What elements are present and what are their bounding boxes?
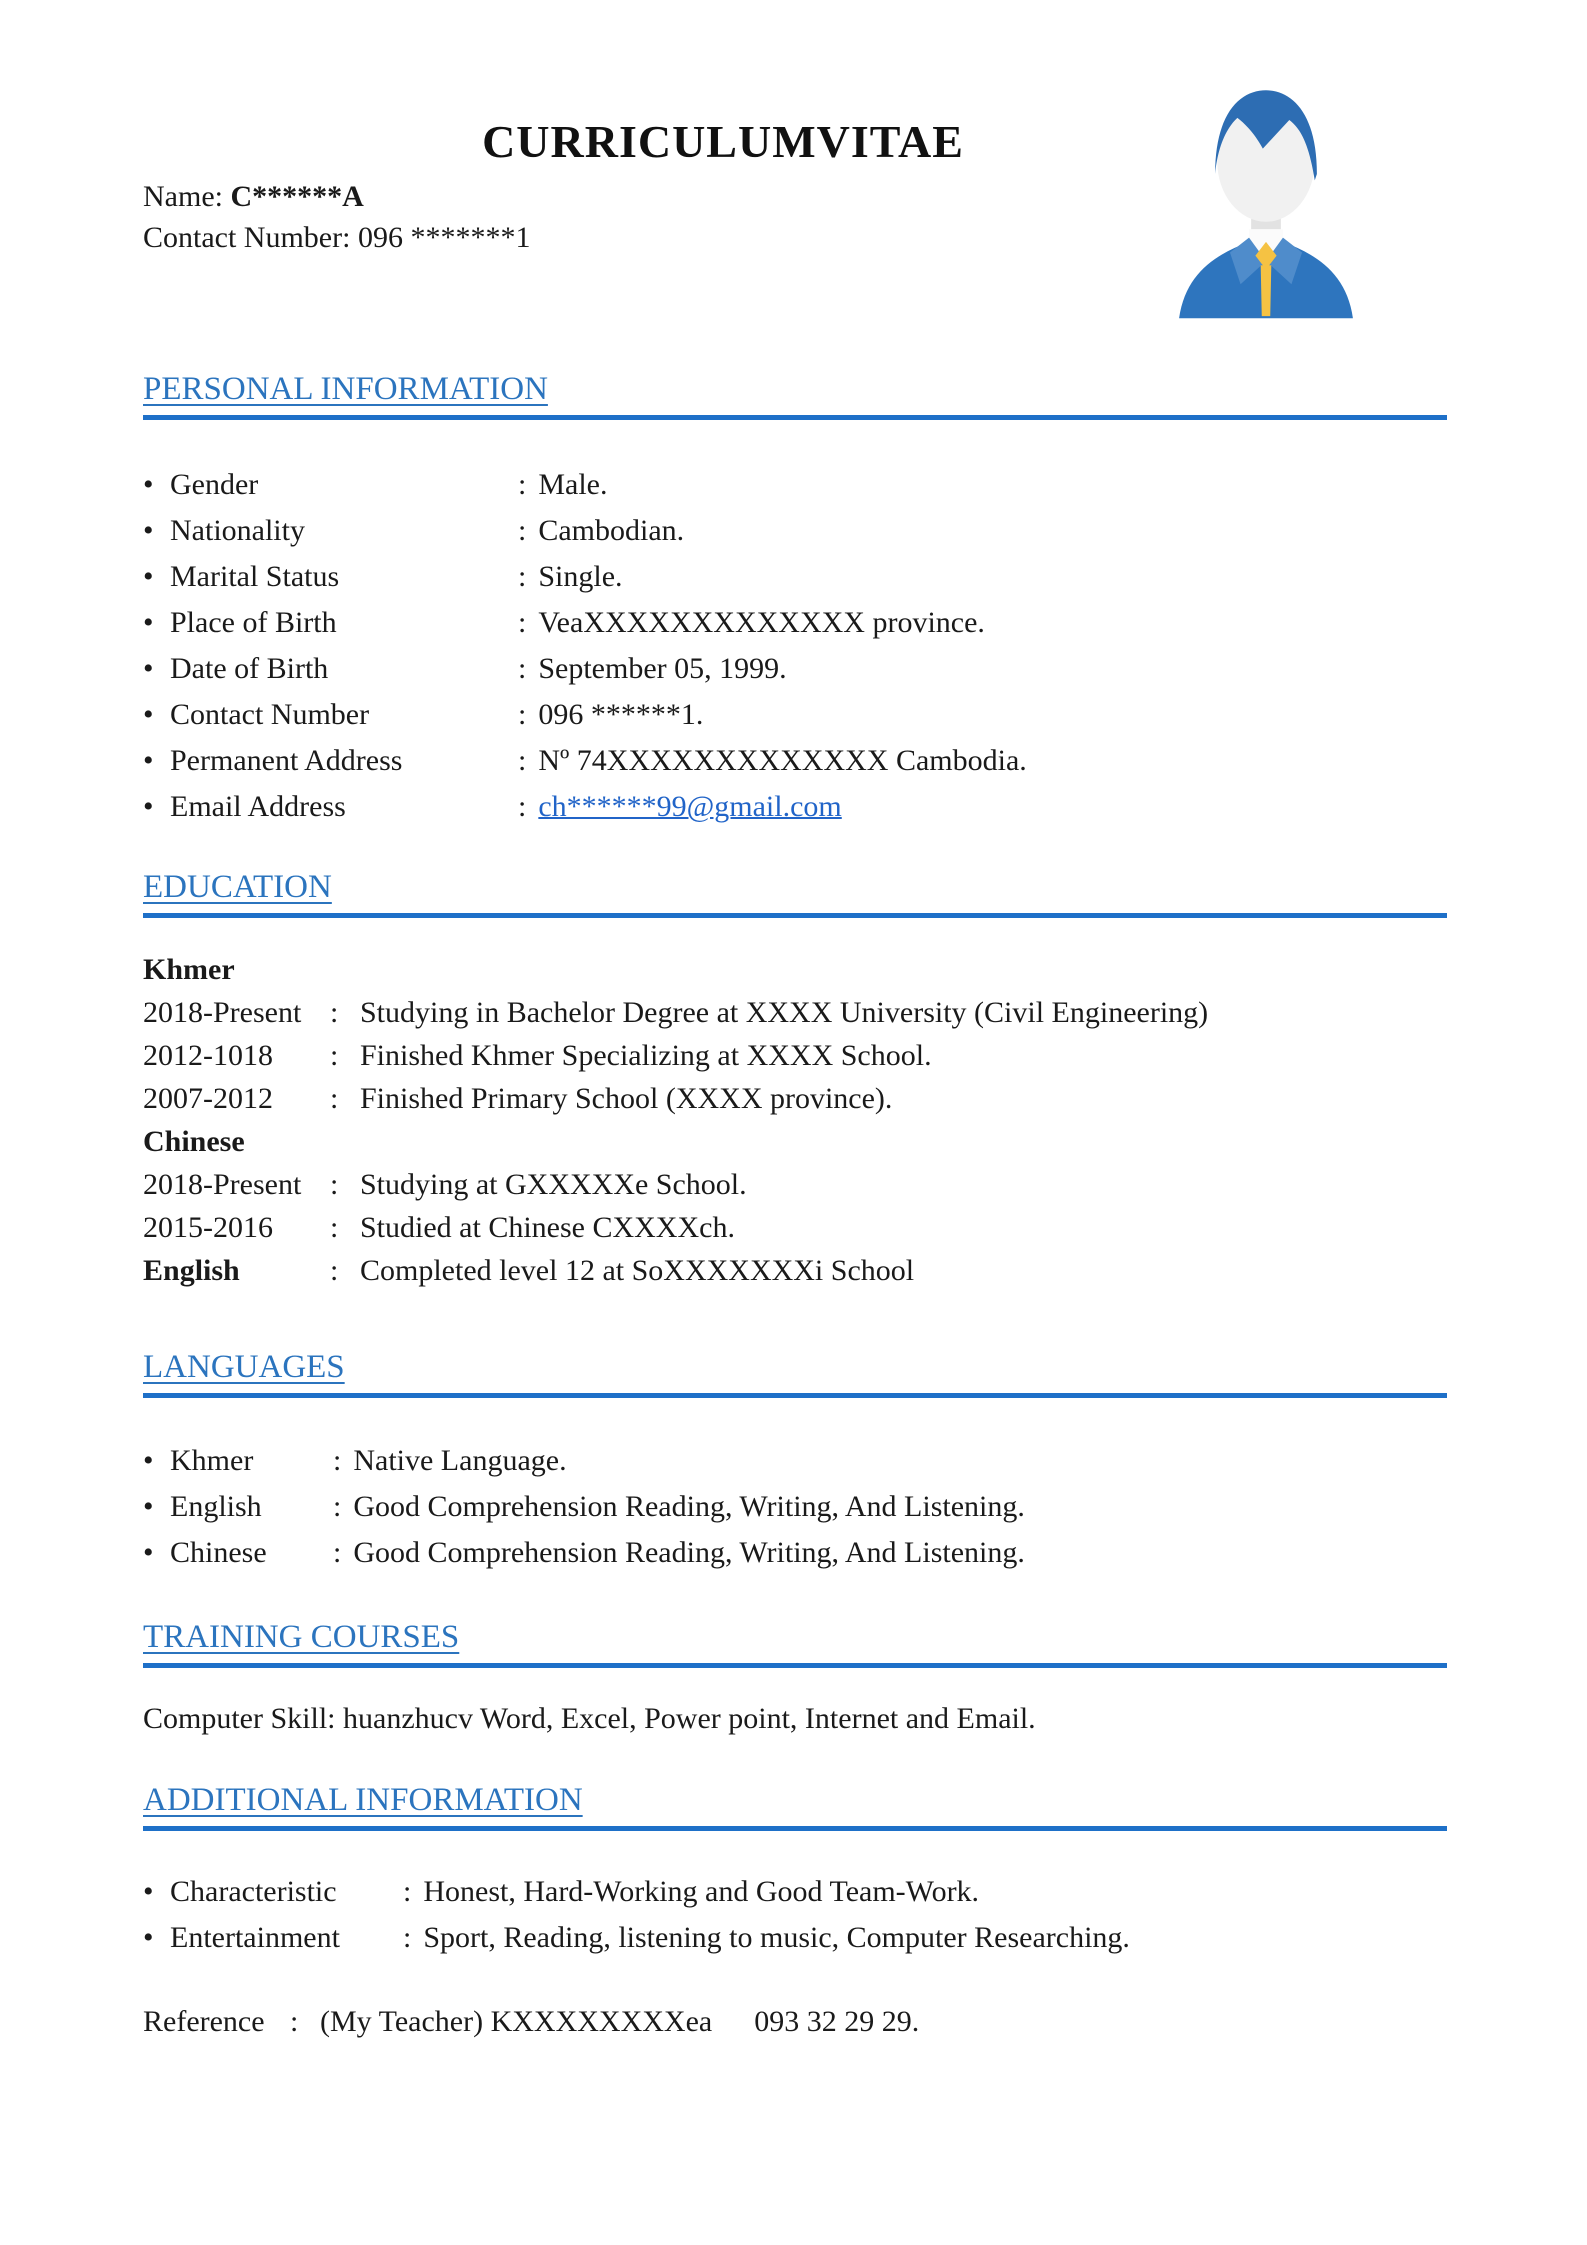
- education-row: 2012-1018 : Finished Khmer Specializing at XXXX School.: [143, 1039, 932, 1072]
- info-row-marital-status: • Marital Status : Single.: [143, 554, 1447, 600]
- training-courses-heading-text: TRAINING COURSES: [143, 1619, 460, 1655]
- info-row-permanent-address: • Permanent Address : Nº 74XXXXXXXXXXXXX Cambodia.: [143, 738, 1447, 784]
- additional-row-entertainment: • Entertainment : Sport, Reading, listening to music, Computer Researching.: [143, 1915, 1447, 1961]
- section-training-courses: [143, 1618, 1447, 1739]
- section-additional-information: [143, 1781, 1447, 2042]
- language-row-chinese: • Chinese : Good Comprehension Reading, Writing, And Listening.: [143, 1530, 1447, 1576]
- section-languages: [143, 1348, 1447, 1576]
- name-label: Name:: [143, 180, 223, 213]
- reference-label: Reference: [143, 2005, 265, 2038]
- person-avatar-icon: [1160, 62, 1372, 320]
- education-row: 2007-2012 : Finished Primary School (XXXX province).: [143, 1082, 893, 1115]
- profile-avatar: [1160, 62, 1372, 320]
- education-subhead-khmer: Khmer: [143, 953, 235, 986]
- document-title: CURRICULUMVITAE: [482, 116, 964, 167]
- computer-skill-text: Computer Skill: huanzhucv Word, Excel, Power point, Internet and Email.: [143, 1702, 1036, 1735]
- info-row-date-of-birth: • Date of Birth : September 05, 1999.: [143, 646, 1447, 692]
- info-row-email-address: • Email Address : ch******99@gmail.com: [143, 784, 1447, 830]
- personal-info-list: [143, 462, 1447, 830]
- education-heading-text: EDUCATION: [143, 869, 332, 905]
- language-row-khmer: • Khmer : Native Language.: [143, 1438, 1447, 1484]
- education-subhead-chinese: Chinese: [143, 1125, 245, 1158]
- training-courses-heading: [143, 1618, 1447, 1668]
- email-link[interactable]: ch******99@gmail.com: [538, 790, 842, 823]
- languages-heading: [143, 1348, 1447, 1398]
- contact-value: 096 *******1: [357, 221, 531, 254]
- personal-information-heading: [143, 370, 1447, 420]
- education-row: 2018-Present : Studying in Bachelor Degree at XXXX University (Civil Engineering): [143, 996, 1209, 1029]
- info-row-gender: • Gender : Male.: [143, 462, 1447, 508]
- info-row-place-of-birth: • Place of Birth : VeaXXXXXXXXXXXXX province.: [143, 600, 1447, 646]
- education-rows: [143, 948, 1447, 1292]
- reference-phone: 093 32 29 29.: [754, 2005, 920, 2038]
- personal-information-heading-text: PERSONAL INFORMATION: [143, 371, 548, 407]
- languages-list: [143, 1438, 1447, 1576]
- reference-value: (My Teacher) KXXXXXXXXea: [320, 2005, 713, 2038]
- section-personal-information: [143, 370, 1447, 830]
- additional-information-heading-text: ADDITIONAL INFORMATION: [143, 1782, 583, 1818]
- reference-line: Reference : (My Teacher) KXXXXXXXXea 093 32 29 29.: [143, 2001, 1447, 2042]
- education-row: 2015-2016 : Studied at Chinese CXXXXch.: [143, 1211, 735, 1244]
- education-row: 2018-Present : Studying at GXXXXXe School.: [143, 1168, 747, 1201]
- name-value: C******A: [230, 180, 364, 213]
- info-row-contact-number: • Contact Number : 096 ******1.: [143, 692, 1447, 738]
- languages-heading-text: LANGUAGES: [143, 1349, 345, 1385]
- additional-information-heading: [143, 1781, 1447, 1831]
- additional-info-list: [143, 1869, 1447, 1961]
- cv-header: [143, 0, 1447, 258]
- additional-row-characteristic: • Characteristic : Honest, Hard-Working and Good Team-Work.: [143, 1869, 1447, 1915]
- education-heading: [143, 868, 1447, 918]
- language-row-english: • English : Good Comprehension Reading, Writing, And Listening.: [143, 1484, 1447, 1530]
- info-row-nationality: • Nationality : Cambodian.: [143, 508, 1447, 554]
- section-education: [143, 868, 1447, 1292]
- contact-label: Contact Number:: [143, 221, 351, 254]
- education-row-english: English : Completed level 12 at SoXXXXXXXi School: [143, 1254, 915, 1287]
